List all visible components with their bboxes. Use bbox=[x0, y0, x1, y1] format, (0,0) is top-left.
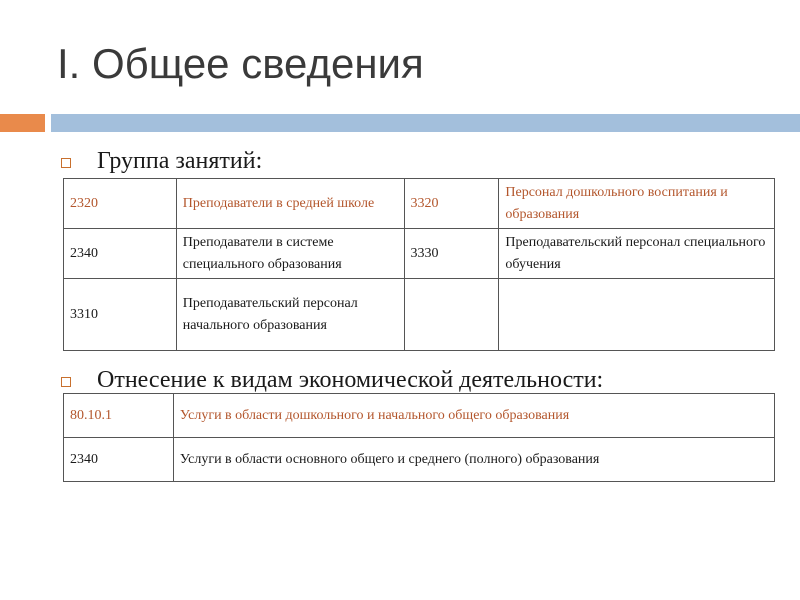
table-cell-code: 3330 bbox=[404, 229, 499, 279]
table-cell-name: Персонал дошкольного воспитания и образования bbox=[499, 179, 775, 229]
section-heading-economic-activities: Отнесение к видам экономической деятельности: bbox=[97, 367, 604, 393]
economic-activities-table bbox=[63, 393, 775, 482]
table-cell-name: Преподавательский персонал начального образования bbox=[176, 279, 404, 351]
table-row bbox=[64, 179, 775, 229]
table-cell-code: 80.10.1 bbox=[64, 394, 174, 438]
accent-bar-orange bbox=[0, 114, 45, 132]
table-cell-name: Преподаватели в средней школе bbox=[176, 179, 404, 229]
table-row bbox=[64, 279, 775, 351]
table-cell-code bbox=[404, 279, 499, 351]
bullet-square-icon bbox=[61, 377, 71, 387]
table-cell-name: Услуги в области основного общего и среднего (полного) образования bbox=[173, 438, 774, 482]
table-cell-code: 3310 bbox=[64, 279, 177, 351]
table-row bbox=[64, 229, 775, 279]
table-cell-code: 2320 bbox=[64, 179, 177, 229]
table-cell-name: Преподавательский персонал специального обучения bbox=[499, 229, 775, 279]
table-cell-name: Услуги в области дошкольного и начального общего образования bbox=[173, 394, 774, 438]
table-cell-name bbox=[499, 279, 775, 351]
section-heading-occupation-groups: Группа занятий: bbox=[97, 148, 263, 174]
occupation-groups-table bbox=[63, 178, 775, 351]
table-row bbox=[64, 394, 775, 438]
table-cell-code: 3320 bbox=[404, 179, 499, 229]
slide-title: I. Общее сведения bbox=[57, 40, 424, 87]
table-cell-name: Преподаватели в системе специального образования bbox=[176, 229, 404, 279]
accent-bar-blue bbox=[51, 114, 800, 132]
table-row bbox=[64, 438, 775, 482]
table-cell-code: 2340 bbox=[64, 438, 174, 482]
bullet-square-icon bbox=[61, 158, 71, 168]
table-cell-code: 2340 bbox=[64, 229, 177, 279]
